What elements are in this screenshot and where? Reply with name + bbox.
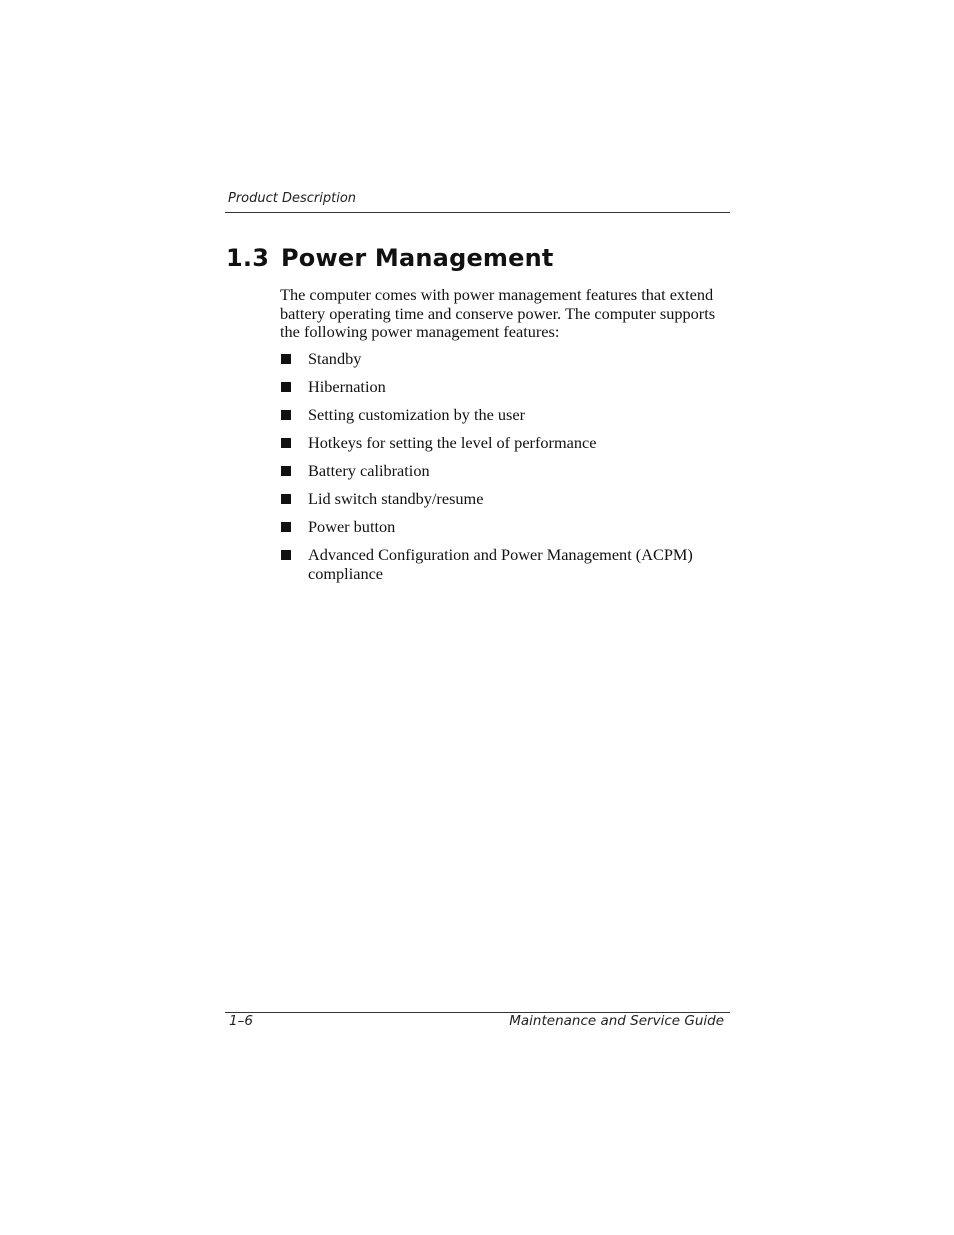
section-title: Power Management <box>281 244 554 272</box>
square-bullet-icon <box>281 466 291 476</box>
header-rule <box>225 212 730 213</box>
list-item-text: Hibernation <box>308 377 386 396</box>
square-bullet-icon <box>281 522 291 532</box>
list-item <box>280 462 730 481</box>
intro-paragraph: The computer comes with power management features that extend battery operating time and conserve power. The computer supports the following power management features: <box>280 285 716 341</box>
list-item-text: Lid switch standby/resume <box>308 489 484 508</box>
list-item-text: Battery calibration <box>308 461 430 480</box>
section-heading <box>226 244 554 272</box>
list-item-text: Power button <box>308 517 396 536</box>
footer-guide-title: Maintenance and Service Guide <box>509 1013 724 1029</box>
square-bullet-icon <box>281 494 291 504</box>
page-number: 1–6 <box>229 1013 253 1029</box>
list-item <box>280 434 730 453</box>
list-item <box>280 546 730 583</box>
running-header-title: Product Description <box>228 191 357 206</box>
list-item-text: Hotkeys for setting the level of performance <box>308 433 597 452</box>
list-item <box>280 518 730 537</box>
square-bullet-icon <box>281 410 291 420</box>
square-bullet-icon <box>281 354 291 364</box>
list-item <box>280 350 730 369</box>
list-item <box>280 406 730 425</box>
list-item-text: Advanced Configuration and Power Management (ACPM) compliance <box>308 545 693 583</box>
section-number: 1.3 <box>226 244 270 272</box>
square-bullet-icon <box>281 438 291 448</box>
feature-list <box>280 350 730 593</box>
list-item <box>280 490 730 509</box>
list-item-text: Setting customization by the user <box>308 405 526 424</box>
square-bullet-icon <box>281 550 291 560</box>
list-item-text: Standby <box>308 349 362 368</box>
square-bullet-icon <box>281 382 291 392</box>
list-item <box>280 378 730 397</box>
